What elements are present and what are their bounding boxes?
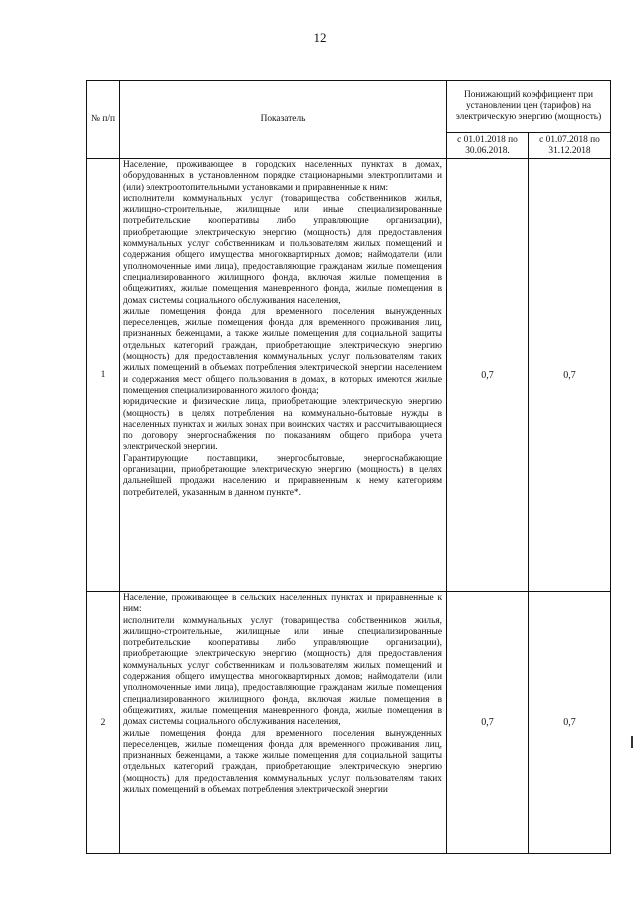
paragraph: Население, проживающее в сельских населенных пунктах и приравненные к ним: (123, 593, 442, 615)
row-indicator-text (120, 592, 447, 854)
row-number: 1 (87, 159, 120, 592)
paragraph: Население, проживающее в городских населенных пунктах в домах, оборудованных в установленном порядке стационарными электроплитами и (или) электроотопительными установками и приравненные к ним: (123, 160, 442, 193)
tariff-coefficient-table (86, 80, 611, 854)
coefficient-value: 0,7 (529, 159, 611, 592)
header-period-1: с 01.01.2018 по 30.06.2018. (447, 133, 529, 159)
coefficient-value: 0,7 (447, 159, 529, 592)
paragraph: жилые помещения фонда для временного поселения вынужденных переселенцев, жилые помещения фонда для временного проживания лиц, признанных беженцами, а также жилые помещения для социальной защиты отдельных категорий граждан, приобретающие электрическую энергию (мощность) для предоставления коммунальных услуг пользователям таких жилых помещений в объемах потребления электрической энергии населением и содержания мест общего пользования в домах, в которых имеются жилые помещения специализированного жилого фонда; (123, 306, 442, 396)
table-row (87, 159, 611, 592)
page-number: 12 (313, 30, 327, 45)
paragraph: юридические и физические лица, приобретающие электрическую энергию (мощность) в целях потребления на коммунально-бытовые нужды в населенных пунктах и жилых зонах при воинских частях и рассчитывающиеся по договору энергоснабжения по показаниям общего прибора учета электрической энергии. (123, 397, 442, 453)
paragraph: исполнители коммунальных услуг (товарищества собственников жилья, жилищно-строительные, жилищные или иные специализированные потребительские кооперативы либо управляющие организации), приобретающие электрическую энергию (мощность) для предоставления коммунальных услуг собственникам и пользователям жилых помещений и содержания общего имущества многоквартирных домов; наймодатели (или уполномоченные ими лица), предоставляющие гражданам жилые помещения специализированного жилищного фонда, включая жилые помещения в общежитиях, жилые помещения маневренного фонда, жилые помещения в домах системы социального обслуживания населения, (123, 193, 442, 306)
row-number: 2 (87, 592, 120, 854)
header-number: № п/п (87, 81, 120, 159)
row-indicator-text (120, 159, 447, 592)
paragraph: Гарантирующие поставщики, энергосбытовые, энергоснабжающие организации, приобретающие электрическую энергию (мощность) в целях дальнейшей продажи населению и приравненным к нему категориям потребителей, указанным в данном пункте*. (123, 453, 442, 498)
header-coefficient: Понижающий коэффициент при установлении цен (тарифов) на электрическую энергию (мощность) (447, 81, 611, 133)
paragraph: жилые помещения фонда для временного поселения вынужденных переселенцев, жилые помещения фонда для временного проживания лиц, признанных беженцами, а также жилые помещения для социальной защиты отдельных категорий граждан, приобретающие электрическую энергию (мощность) для предоставления коммунальных услуг пользователям таких жилых помещений в объемах потребления электрической энергии (123, 728, 442, 796)
paragraph: исполнители коммунальных услуг (товарищества собственников жилья, жилищно-строительные, жилищные или иные специализированные потребительские кооперативы либо управляющие организации), приобретающие электрическую энергию (мощность) для предоставления коммунальных услуг собственникам и пользователям жилых помещений и содержания общего имущества многоквартирных домов; наймодатели (или уполномоченные ими лица), предоставляющие гражданам жилые помещения специализированного жилищного фонда, включая жилые помещения в общежитиях, жилые помещения маневренного фонда, жилые помещения в домах системы социального обслуживания населения, (123, 615, 442, 728)
table-row (87, 592, 611, 854)
coefficient-value: 0,7 (529, 592, 611, 854)
header-indicator: Показатель (120, 81, 447, 159)
header-period-2: с 01.07.2018 по 31.12.2018 (529, 133, 611, 159)
scan-mark (631, 736, 633, 748)
coefficient-value: 0,7 (447, 592, 529, 854)
